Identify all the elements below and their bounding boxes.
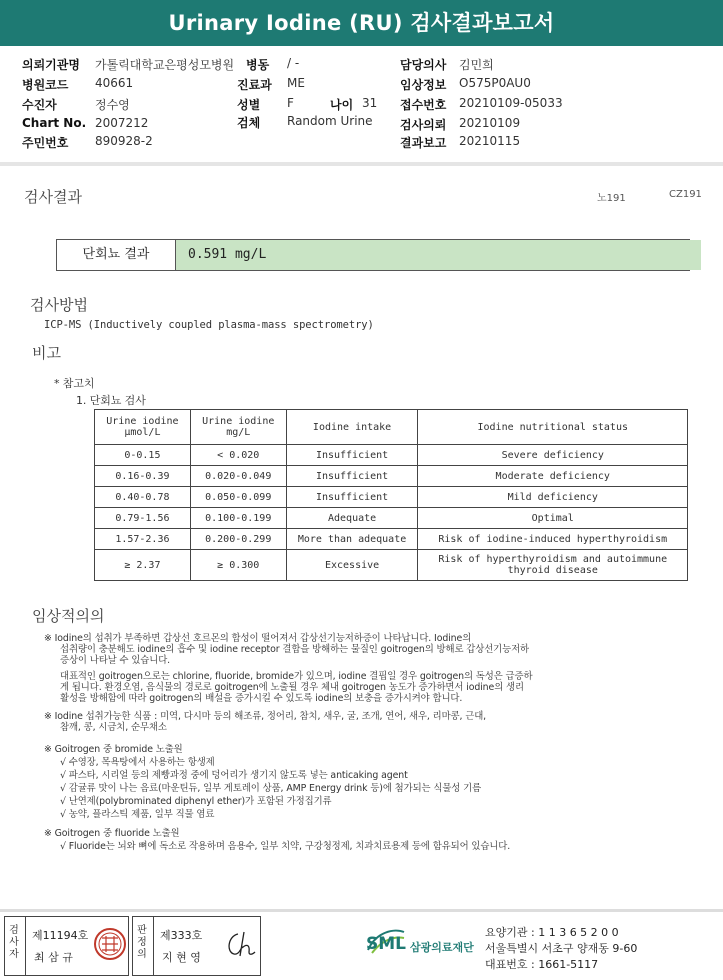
lab-code: 요양기관 : 1 1 3 6 5 2 0 0 (485, 926, 619, 939)
examinee-label: 수진자 (22, 98, 57, 112)
report-date-label: 결과보고 (400, 136, 447, 150)
clinical-line: √ 수영장, 목욕탕에서 사용하는 항생제 (60, 757, 215, 768)
table-cell: Insufficient (286, 466, 418, 487)
method-heading: 검사방법 (30, 296, 88, 314)
clinical-line: ※ Iodine의 섭취가 부족하면 갑상선 호르몬의 합성이 떨어져서 갑상선기능저하증이 나타납니다. Iodine의 (44, 633, 472, 644)
reference-header-2: Iodine intake (286, 410, 418, 445)
table-cell: 0.200-0.299 (190, 529, 286, 550)
clinical-line: √ Fluoride는 뇌와 뼈에 독소로 작용하며 음용수, 일부 치약, 구강청정제, 치과치료용제 등에 함유되어 있습니다. (60, 841, 511, 852)
reference-subtitle: 1. 단회뇨 검사 (76, 394, 146, 407)
clinical-line: √ 파스타, 시리얼 등의 제빵과정 중에 덩어리가 생기지 않도록 넣는 anticaking agent (60, 770, 408, 781)
table-row (95, 445, 688, 466)
receipt-value: 20210109-05033 (459, 96, 563, 110)
clinical-line: 섭취량이 충분해도 iodine의 흡수 및 iodine receptor 결합을 방해하는 물질인 goitrogen의 방해로 갑상선기능저하 (60, 644, 529, 655)
chart-no-value: 2007212 (95, 116, 149, 130)
request-value: 20210109 (459, 116, 521, 130)
table-row (95, 529, 688, 550)
clinical-line: 참깨, 콩, 시금치, 순무채소 (60, 722, 167, 733)
age-label: 나이 (330, 98, 354, 112)
table-row (95, 487, 688, 508)
table-cell: Optimal (418, 508, 688, 529)
doctor-value: 김민희 (459, 58, 494, 72)
result-box (56, 239, 690, 271)
table-cell: Severe deficiency (418, 445, 688, 466)
examinee-value: 정수영 (95, 98, 130, 112)
clinical-line: ※ Goitrogen 중 fluoride 노출원 (44, 828, 180, 839)
remarks-heading: 비고 (32, 344, 61, 362)
table-cell: Risk of hyperthyroidism and autoimmune thyroid disease (418, 550, 688, 581)
method-text: ICP-MS (Inductively coupled plasma-mass spectrometry) (44, 319, 374, 331)
clinical-line: ※ Goitrogen 중 bromide 노출원 (44, 744, 183, 755)
specimen-label: 검체 (237, 116, 261, 130)
sml-name: 삼광의료재단 (410, 941, 474, 954)
clinical-line: 대표적인 goitrogen으로는 chlorine, fluoride, bromide가 있으며, iodine 결핍일 경우 goitrogen의 독성은 급증하 (60, 671, 533, 682)
specimen-value: Random Urine (287, 114, 373, 128)
table-cell: Insufficient (286, 487, 418, 508)
table-cell: < 0.020 (190, 445, 286, 466)
id-label: 주민번호 (22, 136, 69, 150)
footer-divider (0, 909, 723, 912)
reviewer-name: 지 현 영 (162, 951, 201, 964)
reviewer-label: 판 정 의 (137, 925, 147, 960)
chart-no-label: Chart No. (22, 116, 87, 130)
sex-value: F (287, 96, 294, 110)
report-title: Urinary Iodine (RU) 검사결과보고서 (168, 11, 555, 35)
table-cell: Excessive (286, 550, 418, 581)
table-cell: Insufficient (286, 445, 418, 466)
clinical-line: √ 농약, 플라스틱 제품, 일부 직물 염료 (60, 809, 215, 820)
table-cell: 0-0.15 (95, 445, 191, 466)
reference-header-1: Urine iodine mg/L (190, 410, 286, 445)
examiner-name: 최 삼 규 (34, 951, 73, 964)
hospital-code-value: 40661 (95, 76, 134, 90)
result-value: 0.591 mg/L (176, 240, 701, 270)
clinical-info-value: O575P0AU0 (459, 76, 531, 90)
ward-label: 병동 (246, 58, 270, 72)
clinical-line: ※ Iodine 섭취가능한 식품 : 미역, 다시마 등의 해조류, 정어리, 참치, 새우, 굴, 조개, 연어, 새우, 리마콩, 근대, (44, 711, 487, 722)
hospital-code-label: 병원코드 (22, 78, 69, 92)
table-cell: More than adequate (286, 529, 418, 550)
ward-value: / - (287, 56, 300, 70)
sml-abbr: SML (366, 934, 406, 954)
header-divider (0, 162, 723, 166)
table-row (95, 550, 688, 581)
dept-label: 진료과 (237, 78, 272, 92)
lab-address: 서울특별시 서초구 양재동 9-60 (485, 942, 638, 955)
clinical-line: √ 감귤류 맛이 나는 음료(마운틴듀, 일부 게토레이 상품, AMP Energy drink 등)에 첨가되는 식물성 기름 (60, 783, 482, 794)
doctor-label: 담당의사 (400, 58, 447, 72)
reviewer-number: 제333호 (160, 929, 203, 942)
table-cell: Mild deficiency (418, 487, 688, 508)
examiner-seal (92, 924, 128, 964)
table-cell: Moderate deficiency (418, 466, 688, 487)
table-cell: Adequate (286, 508, 418, 529)
reviewer-signature (222, 926, 258, 962)
clinical-heading: 임상적의의 (32, 607, 105, 625)
table-row (95, 508, 688, 529)
institution-value: 가톨릭대학교은평성모병원 (95, 58, 235, 72)
lab-phone: 대표번호 : 1661-5117 (485, 958, 599, 971)
reference-table-body (95, 445, 688, 581)
reference-header-3: Iodine nutritional status (418, 410, 688, 445)
result-heading: 검사결과 (24, 188, 82, 206)
institution-label: 의뢰기관명 (22, 58, 80, 72)
age-value: 31 (362, 96, 378, 110)
table-cell: 0.050-0.099 (190, 487, 286, 508)
clinical-info-label: 임상정보 (400, 78, 447, 92)
result-label: 단회뇨 결과 (57, 240, 176, 270)
clinical-line: 증상이 나타날 수 있습니다. (60, 655, 171, 666)
clinical-line: 게 됩니다. 환경오염, 음식물의 경로로 goitrogen에 노출될 경우 체내 goitrogen 농도가 증가하면서 iodine의 생리 (60, 682, 524, 693)
table-cell: 0.79-1.56 (95, 508, 191, 529)
result-code-1: 노191 (597, 193, 626, 204)
request-label: 검사의뢰 (400, 118, 447, 132)
table-cell: Risk of iodine-induced hyperthyroidism (418, 529, 688, 550)
receipt-label: 접수번호 (400, 98, 447, 112)
reference-table-header (95, 410, 688, 445)
reference-header-0: Urine iodine μmol/L (95, 410, 191, 445)
examiner-label: 검 사 자 (9, 925, 19, 960)
id-value: 890928-2 (95, 134, 153, 148)
sex-label: 성별 (237, 98, 261, 112)
table-cell: 1.57-2.36 (95, 529, 191, 550)
examiner-number: 제11194호 (32, 929, 89, 942)
table-cell: 0.16-0.39 (95, 466, 191, 487)
table-cell: 0.40-0.78 (95, 487, 191, 508)
clinical-line: √ 난연제(polybrominated diphenyl ether)가 포함된 가정집기류 (60, 796, 332, 807)
table-row (95, 466, 688, 487)
table-cell: 0.100-0.199 (190, 508, 286, 529)
report-date-value: 20210115 (459, 134, 521, 148)
table-cell: 0.020-0.049 (190, 466, 286, 487)
clinical-line: 활성을 방해함에 따라 goitrogen의 배설을 증가시킬 수 있도록 iodine의 보충을 증가시켜야 합니다. (60, 693, 463, 704)
table-cell: ≥ 0.300 (190, 550, 286, 581)
table-cell: ≥ 2.37 (95, 550, 191, 581)
reference-table (94, 409, 688, 581)
dept-value: ME (287, 76, 305, 90)
reference-title: * 참고치 (54, 377, 95, 390)
result-code-2: CZ191 (669, 189, 702, 200)
